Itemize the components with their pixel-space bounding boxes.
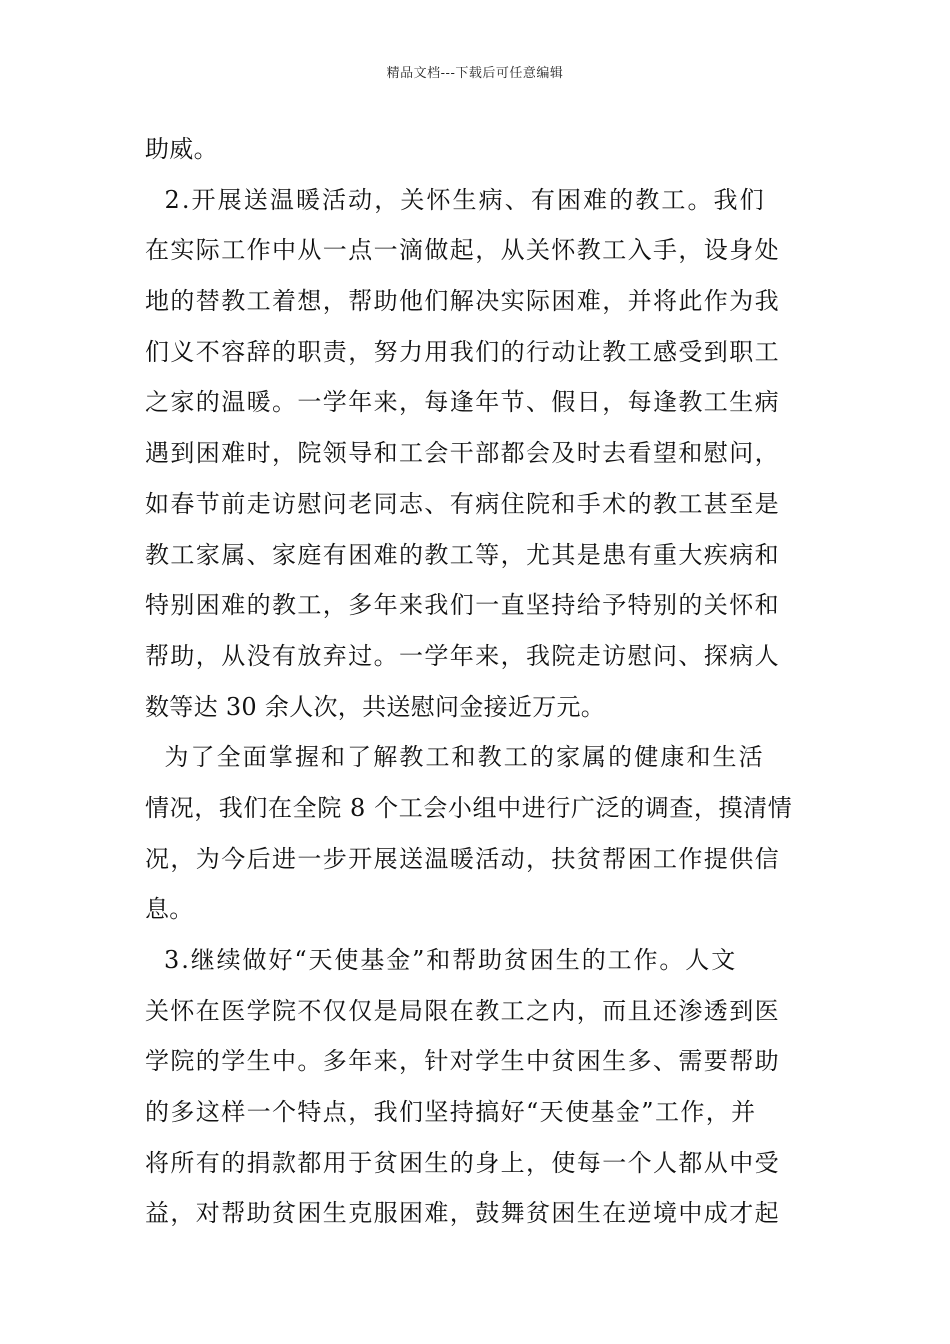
text-line: 况，为今后进一步开展送温暖活动，扶贫帮困工作提供信 xyxy=(145,844,780,873)
text-line: 2.开展送温暖活动，关怀生病、有困难的教工。我们 xyxy=(145,185,766,214)
text-line: 数等达 30 余人次，共送慰问金接近万元。 xyxy=(145,692,606,721)
text-line: 帮助，从没有放弃过。一学年来，我院走访慰问、探病人 xyxy=(145,641,780,670)
text-line: 之家的温暖。一学年来，每逢年节、假日，每逢教工生病 xyxy=(145,388,780,417)
text-line: 益，对帮助贫困生克服困难，鼓舞贫困生在逆境中成才起 xyxy=(145,1199,780,1228)
text-line: 们义不容辞的职责，努力用我们的行动让教工感受到职工 xyxy=(145,337,780,366)
text-line: 3.继续做好“天使基金”和帮助贫困生的工作。人文 xyxy=(145,946,738,974)
text-line: 地的替教工着想，帮助他们解决实际困难，并将此作为我 xyxy=(145,287,780,316)
text-line: 关怀在医学院不仅仅是局限在教工之内，而且还渗透到医 xyxy=(145,996,780,1025)
text-line: 为了全面掌握和了解教工和教工的家属的健康和生活 xyxy=(145,743,765,772)
text-line: 遇到困难时，院领导和工会干部都会及时去看望和慰问， xyxy=(145,439,780,468)
text-line: 学院的学生中。多年来，针对学生中贫困生多、需要帮助 xyxy=(145,1047,780,1076)
text-line: 在实际工作中从一点一滴做起，从关怀教工入手，设身处 xyxy=(145,236,780,265)
text-line: 的多这样一个特点，我们坚持搞好“天使基金”工作，并 xyxy=(145,1098,757,1127)
text-line: 助威。 xyxy=(145,135,218,163)
text-line: 将所有的捐款都用于贫困生的身上，使每一个人都从中受 xyxy=(145,1148,780,1177)
text-line: 教工家属、家庭有困难的教工等，尤其是患有重大疾病和 xyxy=(145,540,780,569)
body-text xyxy=(145,124,807,1239)
text-line: 特别困难的教工，多年来我们一直坚持给予特别的关怀和 xyxy=(145,591,780,620)
text-line: 息。 xyxy=(145,895,194,924)
page-header: 精品文档---下载后可任意编辑 xyxy=(386,66,564,81)
text-line: 情况，我们在全院 8 个工会小组中进行广泛的调查，摸清情 xyxy=(145,793,793,822)
text-line: 如春节前走访慰问老同志、有病住院和手术的教工甚至是 xyxy=(145,489,780,518)
